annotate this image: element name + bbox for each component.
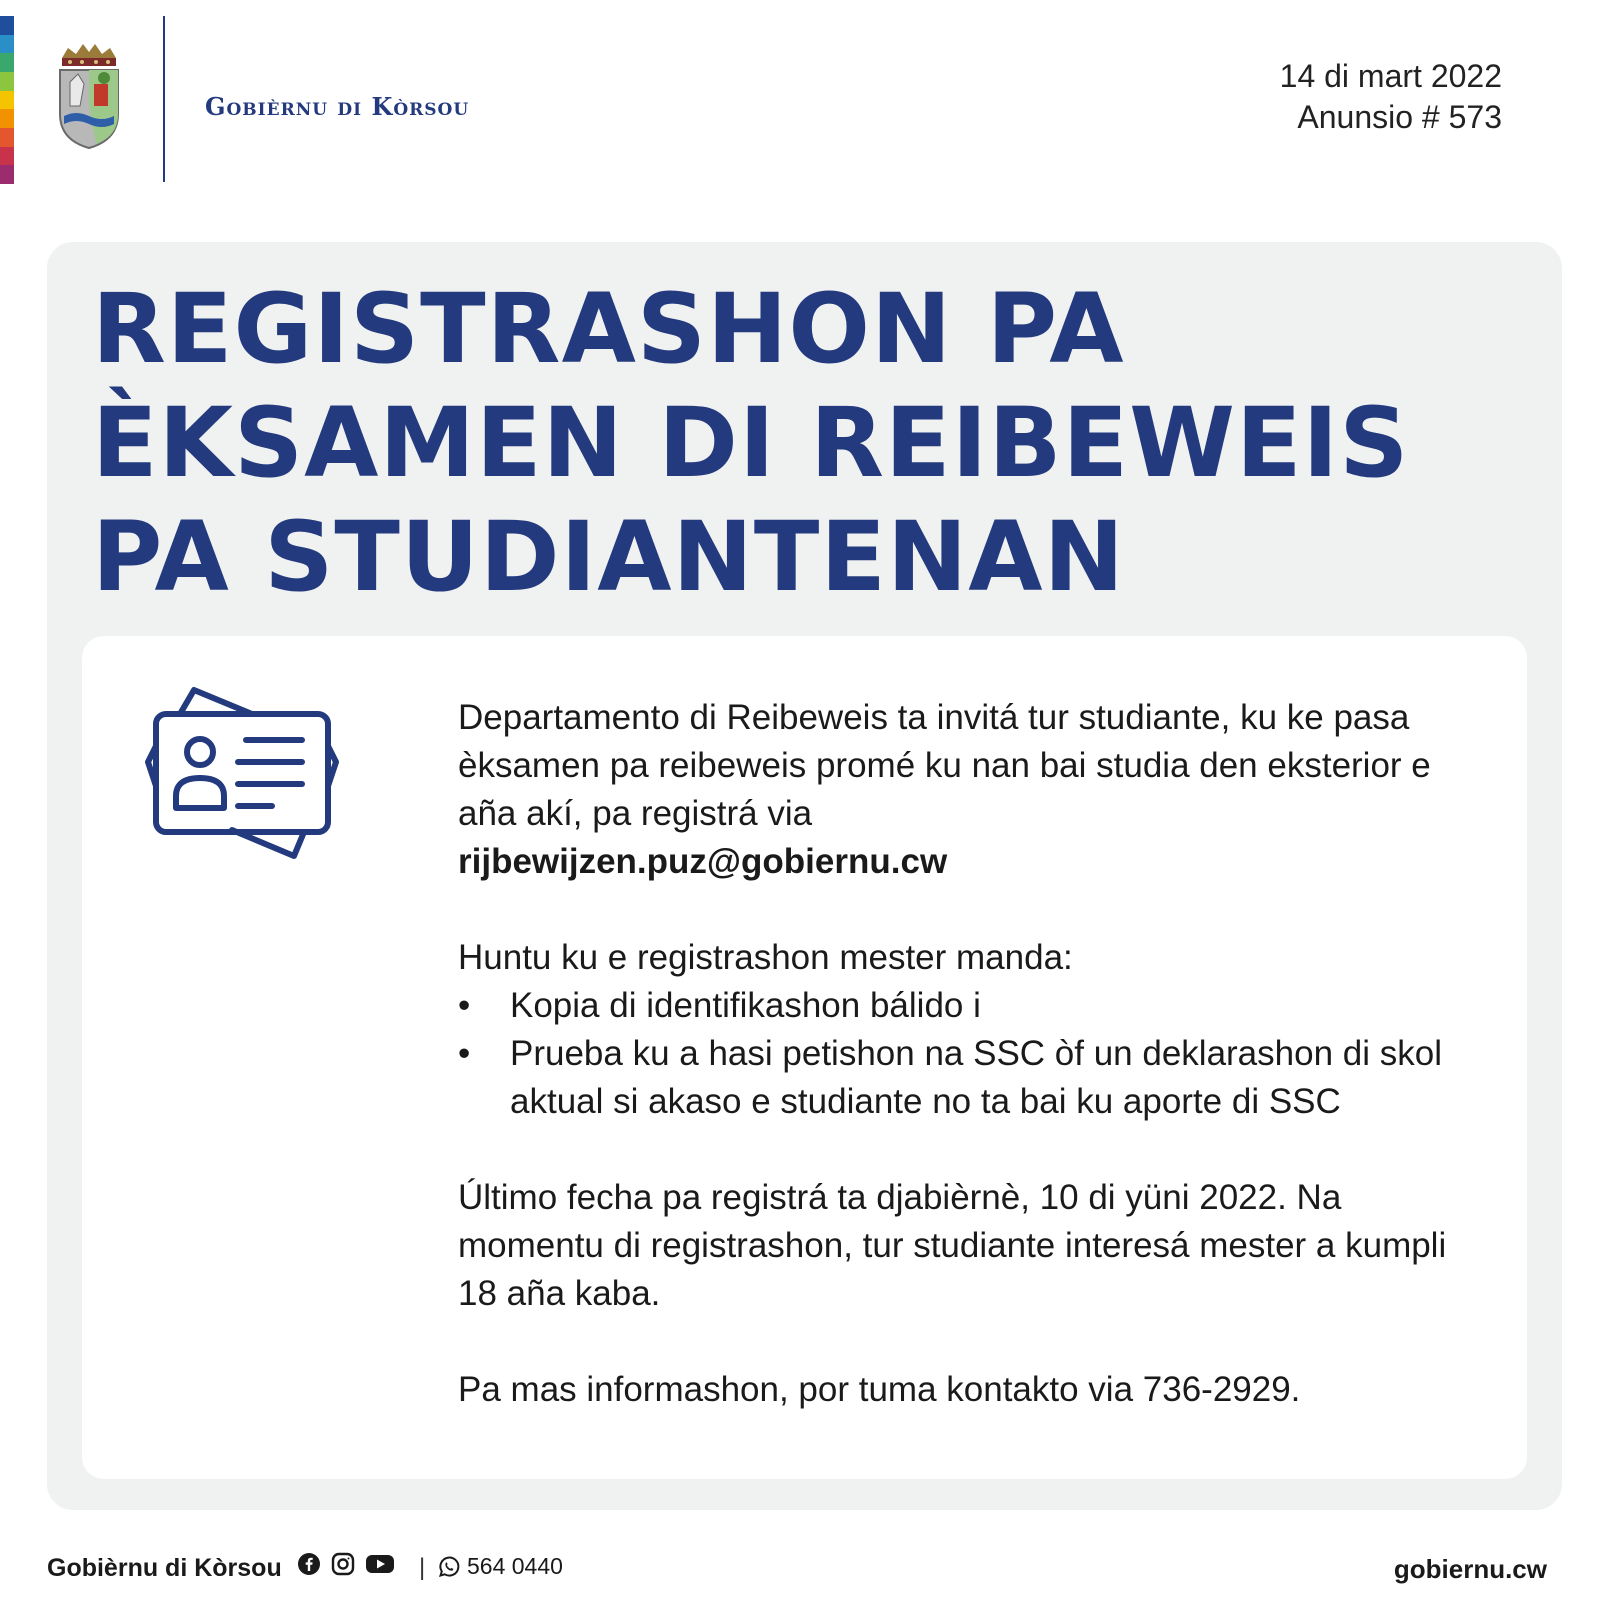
list-item: • Prueba ku a hasi petishon na SSC òf un deklarashon di skol aktual si akaso e studiante no ta bai ku aporte di SSC bbox=[458, 1030, 1488, 1126]
announcement-date: 14 di mart 2022 bbox=[1279, 58, 1502, 94]
list-item: • Kopia di identifikashon bálido i bbox=[458, 982, 1488, 1030]
title-line: ÈKSAMEN DI REIBEWEIS bbox=[92, 387, 1410, 499]
contact-text: Pa mas informashon, por tuma kontakto via 736-2929. bbox=[458, 1370, 1301, 1409]
title-line: PA STUDIANTENAN bbox=[92, 501, 1125, 613]
deadline-text: Último fecha pa registrá ta djabièrnè, 10 di yüni 2022. Na momentu di registrashon, tur studiante interesá mester a kumpli 18 aña kaba. bbox=[458, 1178, 1447, 1313]
color-stripe bbox=[0, 16, 14, 184]
coat-of-arms-icon bbox=[56, 44, 122, 150]
brand-name: Gobièrnu di Kòrsou bbox=[205, 92, 470, 121]
id-card-icon bbox=[142, 686, 342, 860]
footer-website[interactable]: gobiernu.cw bbox=[1393, 1554, 1547, 1584]
requirements-list bbox=[458, 982, 1488, 1126]
announcement-meta bbox=[1280, 56, 1502, 138]
announcement-number: Anunsio # 573 bbox=[1297, 99, 1502, 135]
whatsapp-contact bbox=[437, 1553, 563, 1580]
requirements-intro: Huntu ku e registrashon mester manda: bbox=[458, 938, 1073, 977]
page-title bbox=[92, 272, 1409, 614]
header-divider bbox=[163, 16, 165, 182]
facebook-icon[interactable] bbox=[297, 1552, 321, 1576]
instagram-icon[interactable] bbox=[331, 1552, 355, 1576]
footer-brand: Gobièrnu di Kòrsou bbox=[47, 1554, 282, 1582]
whatsapp-icon[interactable] bbox=[437, 1555, 461, 1579]
email-link[interactable]: rijbewijzen.puz@gobiernu.cw bbox=[458, 842, 948, 881]
announcement-body bbox=[458, 694, 1488, 1414]
social-links bbox=[297, 1552, 405, 1576]
title-line: REGISTRASHON PA bbox=[92, 273, 1125, 385]
footer-separator: | bbox=[419, 1554, 426, 1581]
footer bbox=[47, 1550, 1547, 1590]
footer-phone[interactable]: 564 0440 bbox=[467, 1553, 563, 1579]
youtube-icon[interactable] bbox=[365, 1552, 395, 1576]
intro-text: Departamento di Reibeweis ta invitá tur studiante, ku ke pasa èksamen pa reibeweis promé ku nan bai studia den eksterior e aña akí, pa registrá via bbox=[458, 698, 1431, 833]
